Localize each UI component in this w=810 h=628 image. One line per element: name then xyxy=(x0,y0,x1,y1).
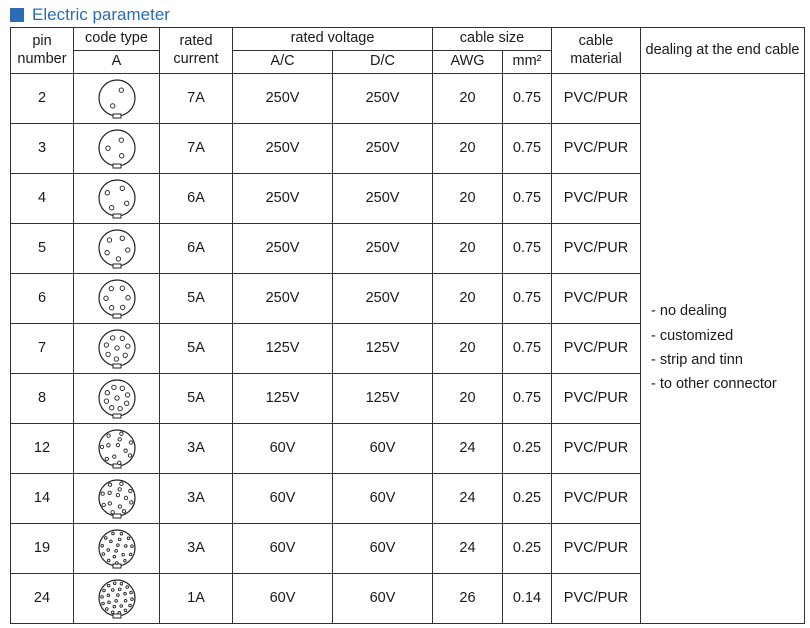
cell-material: PVC/PUR xyxy=(552,524,641,574)
cell-dc: 125V xyxy=(333,374,433,424)
header-mm2: mm² xyxy=(503,51,552,74)
2-pin-connector-icon xyxy=(95,77,139,121)
table-body xyxy=(11,74,805,624)
code-type-cell xyxy=(74,374,160,424)
cell-dc: 250V xyxy=(333,174,433,224)
cell-material: PVC/PUR xyxy=(552,124,641,174)
cell-material: PVC/PUR xyxy=(552,324,641,374)
header-awg: AWG xyxy=(433,51,503,74)
cell-mm2: 0.75 xyxy=(503,124,552,174)
code-type-cell xyxy=(74,274,160,324)
cell-ac: 250V xyxy=(233,274,333,324)
cell-current: 3A xyxy=(160,524,233,574)
cell-material: PVC/PUR xyxy=(552,224,641,274)
code-type-cell xyxy=(74,174,160,224)
dealing-options-cell xyxy=(641,74,805,624)
code-type-cell xyxy=(74,224,160,274)
cell-material: PVC/PUR xyxy=(552,74,641,124)
cell-current: 1A xyxy=(160,574,233,624)
header-cable-size: cable size xyxy=(433,28,552,51)
cell-pins: 24 xyxy=(11,574,74,624)
cell-mm2: 0.25 xyxy=(503,424,552,474)
cell-awg: 24 xyxy=(433,524,503,574)
cell-awg: 20 xyxy=(433,74,503,124)
cell-awg: 20 xyxy=(433,224,503,274)
cell-pins: 8 xyxy=(11,374,74,424)
5-pin-connector-icon xyxy=(95,227,139,271)
cell-pins: 6 xyxy=(11,274,74,324)
cell-awg: 20 xyxy=(433,174,503,224)
cell-ac: 125V xyxy=(233,324,333,374)
cell-dc: 250V xyxy=(333,124,433,174)
cell-ac: 125V xyxy=(233,374,333,424)
cell-mm2: 0.25 xyxy=(503,474,552,524)
cell-awg: 20 xyxy=(433,124,503,174)
cell-dc: 60V xyxy=(333,524,433,574)
8-pin-connector-icon xyxy=(95,377,139,421)
cell-material: PVC/PUR xyxy=(552,374,641,424)
cell-ac: 250V xyxy=(233,74,333,124)
dealing-option: - strip and tinn xyxy=(651,352,804,369)
electric-parameter-table xyxy=(10,27,805,624)
cell-ac: 250V xyxy=(233,174,333,224)
code-type-cell xyxy=(74,574,160,624)
header-rated-voltage: rated voltage xyxy=(233,28,433,51)
cell-awg: 20 xyxy=(433,374,503,424)
cell-pins: 19 xyxy=(11,524,74,574)
code-type-cell xyxy=(74,324,160,374)
cell-ac: 60V xyxy=(233,574,333,624)
cell-ac: 250V xyxy=(233,224,333,274)
cell-pins: 12 xyxy=(11,424,74,474)
dealing-options-list xyxy=(651,303,804,394)
cell-ac: 250V xyxy=(233,124,333,174)
cell-dc: 250V xyxy=(333,224,433,274)
cell-mm2: 0.14 xyxy=(503,574,552,624)
cell-dc: 250V xyxy=(333,274,433,324)
cell-mm2: 0.75 xyxy=(503,274,552,324)
4-pin-connector-icon xyxy=(95,177,139,221)
cell-pins: 3 xyxy=(11,124,74,174)
cell-mm2: 0.75 xyxy=(503,174,552,224)
header-rated-current: rated current xyxy=(160,28,233,74)
cell-dc: 60V xyxy=(333,424,433,474)
cell-mm2: 0.75 xyxy=(503,324,552,374)
cell-current: 3A xyxy=(160,474,233,524)
cell-pins: 5 xyxy=(11,224,74,274)
cell-awg: 26 xyxy=(433,574,503,624)
section-square-icon xyxy=(10,8,24,22)
cell-dc: 250V xyxy=(333,74,433,124)
6-pin-connector-icon xyxy=(95,277,139,321)
cell-awg: 20 xyxy=(433,274,503,324)
24-pin-connector-icon xyxy=(95,577,139,621)
dealing-option: - customized xyxy=(651,328,804,345)
code-type-cell xyxy=(74,74,160,124)
cell-ac: 60V xyxy=(233,524,333,574)
cell-ac: 60V xyxy=(233,424,333,474)
cell-material: PVC/PUR xyxy=(552,474,641,524)
code-type-cell xyxy=(74,124,160,174)
code-type-cell xyxy=(74,474,160,524)
header-cable-material: cable material xyxy=(552,28,641,74)
cell-current: 7A xyxy=(160,74,233,124)
cell-material: PVC/PUR xyxy=(552,174,641,224)
header-dealing: dealing at the end cable xyxy=(641,28,805,74)
cell-dc: 60V xyxy=(333,474,433,524)
7-pin-connector-icon xyxy=(95,327,139,371)
19-pin-connector-icon xyxy=(95,527,139,571)
cell-current: 5A xyxy=(160,374,233,424)
cell-current: 6A xyxy=(160,174,233,224)
dealing-option: - no dealing xyxy=(651,303,804,320)
header-code-type-a: A xyxy=(74,51,160,74)
3-pin-connector-icon xyxy=(95,127,139,171)
header-dc: D/C xyxy=(333,51,433,74)
code-type-cell xyxy=(74,524,160,574)
header-code-type: code type xyxy=(74,28,160,51)
cell-current: 7A xyxy=(160,124,233,174)
cell-awg: 24 xyxy=(433,424,503,474)
cell-material: PVC/PUR xyxy=(552,274,641,324)
cell-current: 5A xyxy=(160,324,233,374)
cell-mm2: 0.75 xyxy=(503,74,552,124)
dealing-option: - to other connector xyxy=(651,376,804,393)
header-pin-number: pin number xyxy=(11,28,74,74)
cell-pins: 14 xyxy=(11,474,74,524)
table-row xyxy=(11,74,805,124)
cell-mm2: 0.75 xyxy=(503,224,552,274)
cell-awg: 20 xyxy=(433,324,503,374)
cell-material: PVC/PUR xyxy=(552,574,641,624)
code-type-cell xyxy=(74,424,160,474)
14-pin-connector-icon xyxy=(95,477,139,521)
cell-dc: 125V xyxy=(333,324,433,374)
section-title: Electric parameter xyxy=(32,5,170,24)
cell-material: PVC/PUR xyxy=(552,424,641,474)
cell-ac: 60V xyxy=(233,474,333,524)
cell-pins: 7 xyxy=(11,324,74,374)
cell-dc: 60V xyxy=(333,574,433,624)
cell-mm2: 0.25 xyxy=(503,524,552,574)
12-pin-connector-icon xyxy=(95,427,139,471)
section-header xyxy=(10,3,170,27)
header-ac: A/C xyxy=(233,51,333,74)
cell-mm2: 0.75 xyxy=(503,374,552,424)
cell-awg: 24 xyxy=(433,474,503,524)
cell-pins: 4 xyxy=(11,174,74,224)
cell-pins: 2 xyxy=(11,74,74,124)
cell-current: 6A xyxy=(160,224,233,274)
cell-current: 3A xyxy=(160,424,233,474)
cell-current: 5A xyxy=(160,274,233,324)
